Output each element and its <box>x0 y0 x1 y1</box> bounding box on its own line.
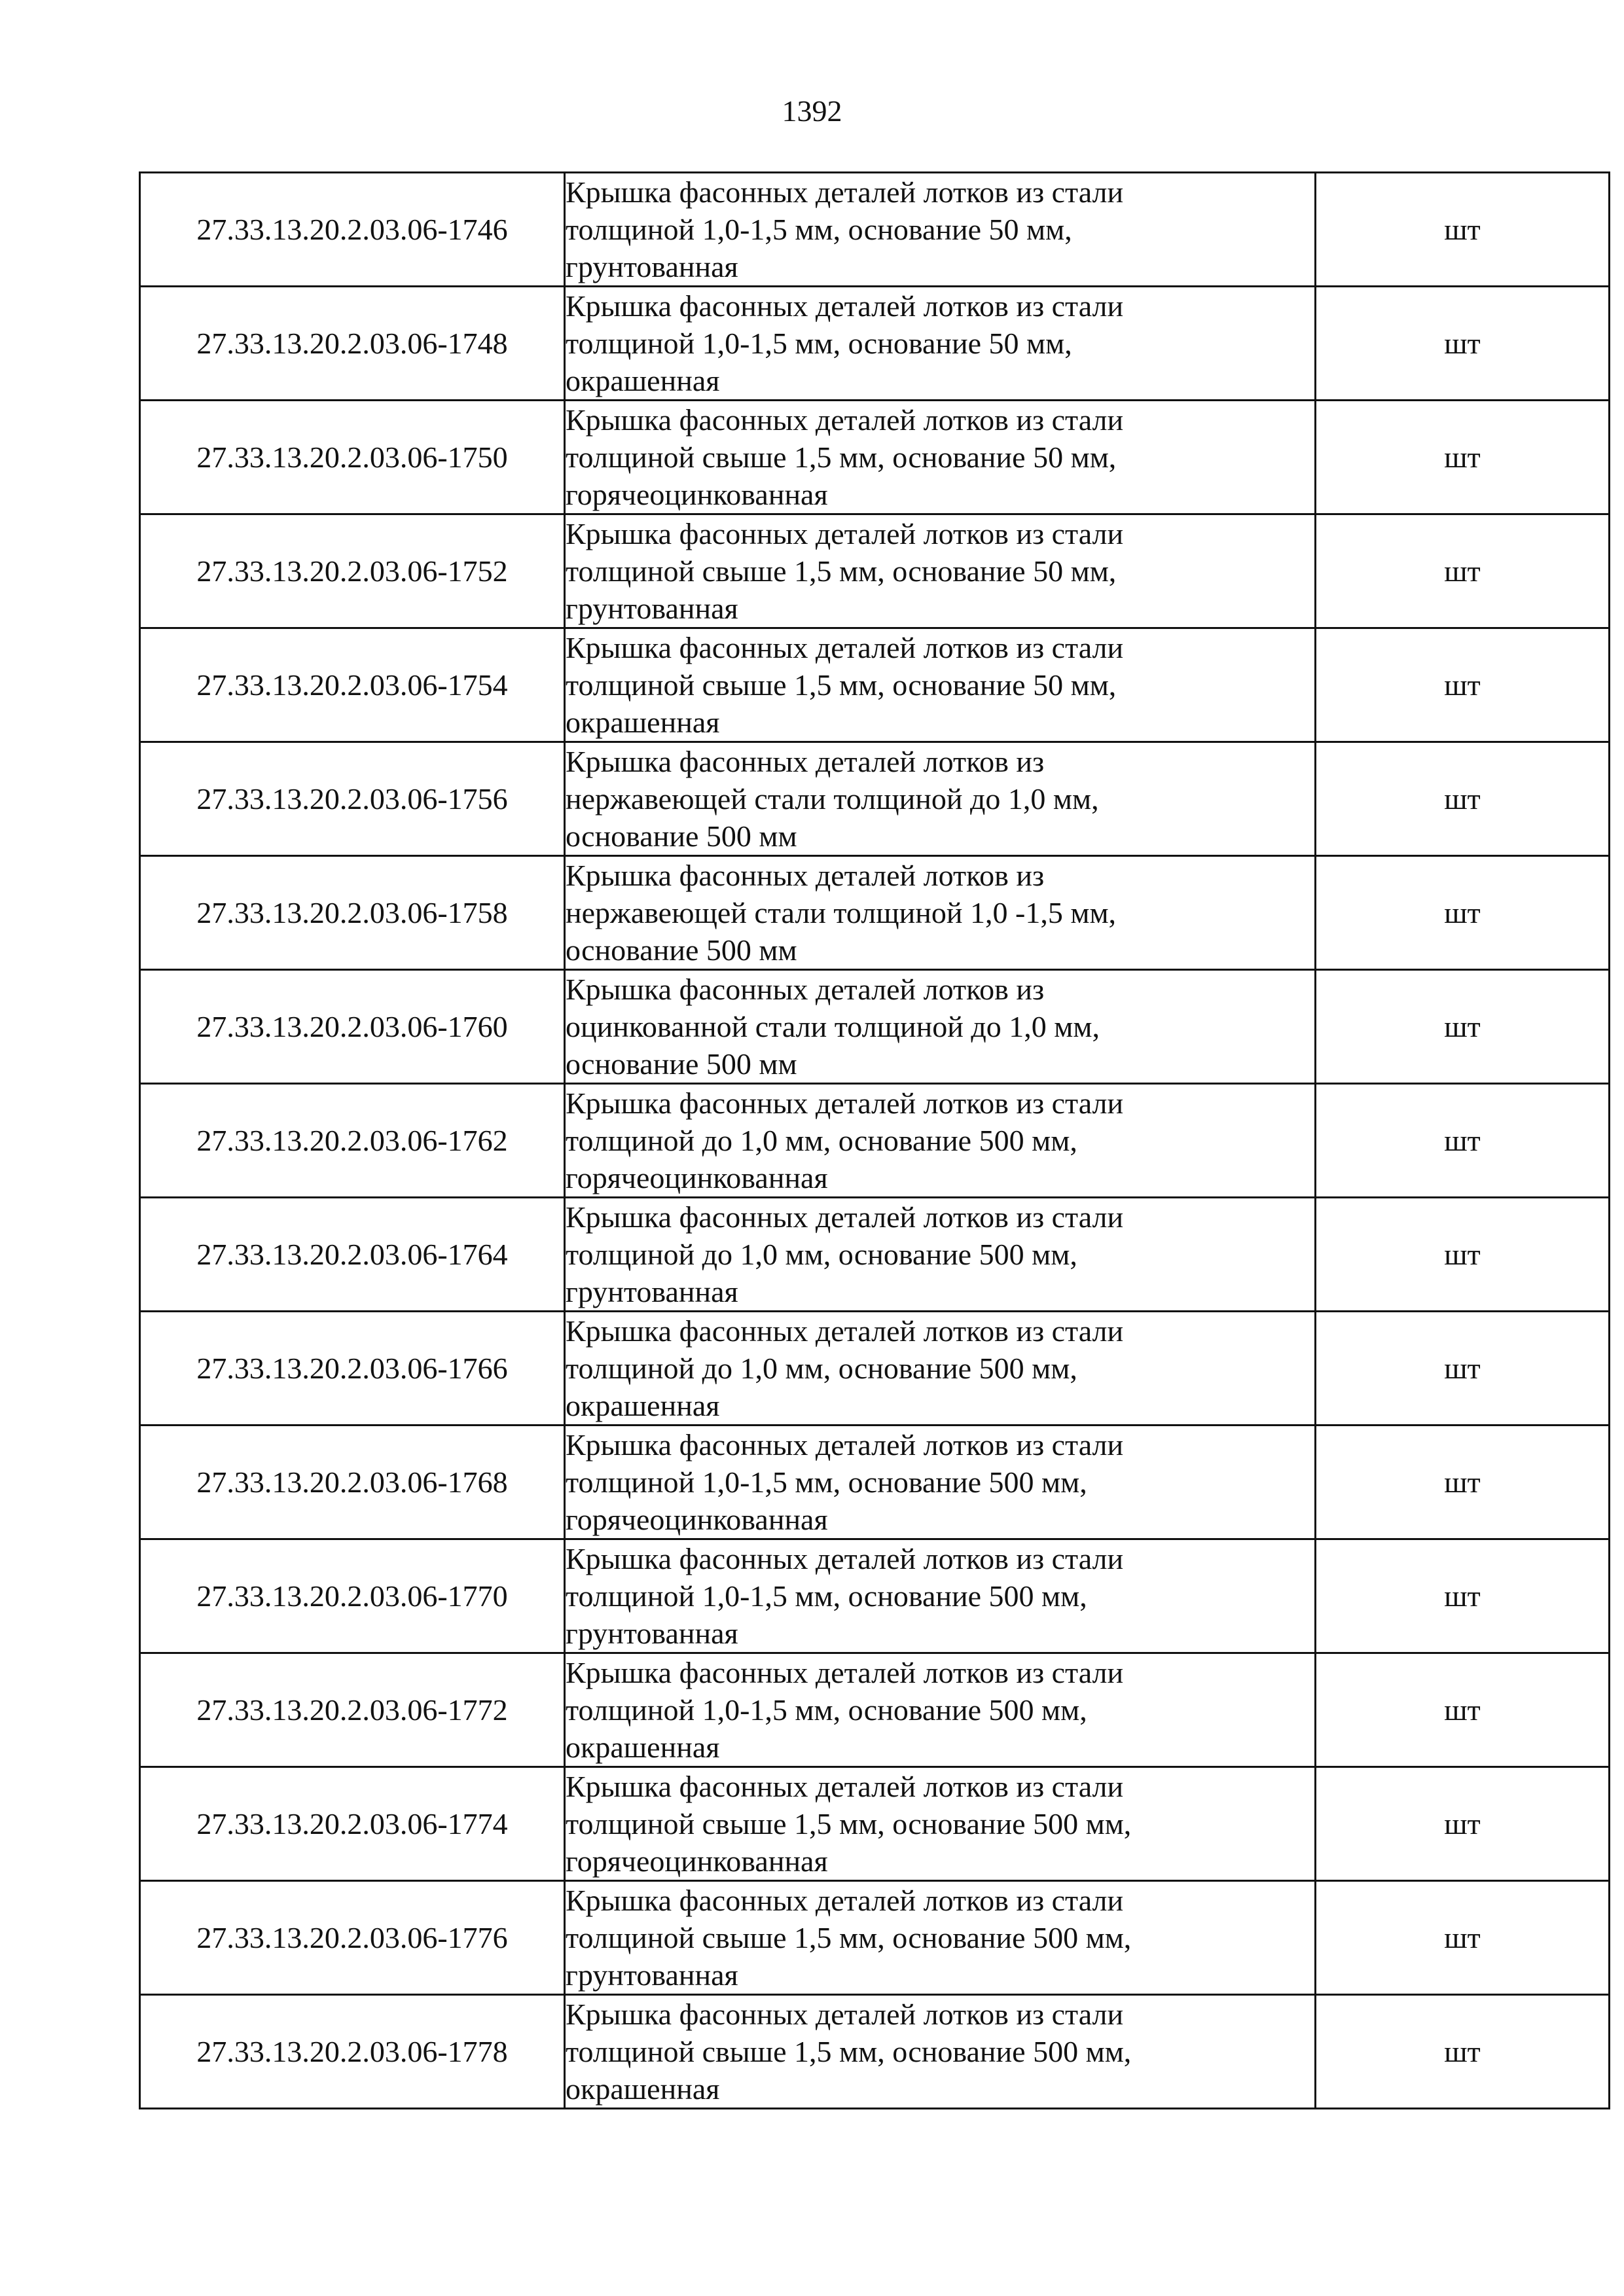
resource-description <box>565 856 1316 970</box>
table-row <box>140 742 1610 856</box>
resource-description <box>565 1426 1316 1539</box>
table-row <box>140 856 1610 970</box>
description-line: толщиной 1,0-1,5 мм, основание 500 мм, <box>566 1465 1087 1499</box>
unit-of-measure: шт <box>1316 1881 1610 1995</box>
resource-description <box>565 742 1316 856</box>
page-number: 1392 <box>782 94 842 128</box>
unit-of-measure: шт <box>1316 1653 1610 1767</box>
unit-of-measure: шт <box>1316 628 1610 742</box>
unit-of-measure: шт <box>1316 742 1610 856</box>
description-line: толщиной 1,0-1,5 мм, основание 50 мм, <box>566 327 1072 360</box>
description-line: горячеоцинкованная <box>566 478 828 511</box>
table-row <box>140 1084 1610 1198</box>
resource-code: 27.33.13.20.2.03.06-1764 <box>140 1198 565 1312</box>
unit-of-measure: шт <box>1316 514 1610 628</box>
description-line: горячеоцинкованная <box>566 1844 828 1878</box>
resource-code: 27.33.13.20.2.03.06-1750 <box>140 401 565 514</box>
description-line: грунтованная <box>566 1958 738 1992</box>
unit-of-measure: шт <box>1316 1198 1610 1312</box>
description-line: Крышка фасонных деталей лотков из стали <box>566 631 1124 664</box>
description-line: Крышка фасонных деталей лотков из стали <box>566 1428 1124 1462</box>
resource-description <box>565 1767 1316 1881</box>
unit-of-measure: шт <box>1316 173 1610 287</box>
description-line: толщиной до 1,0 мм, основание 500 мм, <box>566 1352 1077 1385</box>
description-line: толщиной до 1,0 мм, основание 500 мм, <box>566 1124 1077 1157</box>
unit-of-measure: шт <box>1316 1084 1610 1198</box>
table-row <box>140 628 1610 742</box>
table-row <box>140 401 1610 514</box>
description-line: Крышка фасонных деталей лотков из стали <box>566 1884 1124 1917</box>
resource-description <box>565 1653 1316 1767</box>
description-line: основание 500 мм <box>566 819 797 853</box>
resource-code: 27.33.13.20.2.03.06-1754 <box>140 628 565 742</box>
description-line: толщиной свыше 1,5 мм, основание 50 мм, <box>566 440 1117 474</box>
resource-description <box>565 1198 1316 1312</box>
resource-description <box>565 1881 1316 1995</box>
resource-description <box>565 1539 1316 1653</box>
description-line: горячеоцинкованная <box>566 1503 828 1536</box>
unit-of-measure: шт <box>1316 1539 1610 1653</box>
description-line: Крышка фасонных деталей лотков из <box>566 745 1045 778</box>
table-row <box>140 287 1610 401</box>
unit-of-measure: шт <box>1316 856 1610 970</box>
resource-code: 27.33.13.20.2.03.06-1772 <box>140 1653 565 1767</box>
description-line: толщиной 1,0-1,5 мм, основание 500 мм, <box>566 1579 1087 1613</box>
description-line: основание 500 мм <box>566 933 797 967</box>
resource-description <box>565 1084 1316 1198</box>
resource-code: 27.33.13.20.2.03.06-1774 <box>140 1767 565 1881</box>
table-row <box>140 1312 1610 1426</box>
description-line: Крышка фасонных деталей лотков из стали <box>566 1086 1124 1120</box>
unit-of-measure: шт <box>1316 1312 1610 1426</box>
resource-code: 27.33.13.20.2.03.06-1752 <box>140 514 565 628</box>
description-line: Крышка фасонных деталей лотков из <box>566 859 1045 892</box>
resource-code: 27.33.13.20.2.03.06-1770 <box>140 1539 565 1653</box>
resource-code: 27.33.13.20.2.03.06-1776 <box>140 1881 565 1995</box>
description-line: грунтованная <box>566 250 738 283</box>
resource-code: 27.33.13.20.2.03.06-1778 <box>140 1995 565 2109</box>
unit-of-measure: шт <box>1316 401 1610 514</box>
unit-of-measure: шт <box>1316 287 1610 401</box>
resource-table-body <box>140 173 1610 2109</box>
description-line: Крышка фасонных деталей лотков из стали <box>566 1542 1124 1575</box>
resource-code: 27.33.13.20.2.03.06-1760 <box>140 970 565 1084</box>
resource-description <box>565 401 1316 514</box>
description-line: Крышка фасонных деталей лотков из стали <box>566 1656 1124 1689</box>
description-line: толщиной свыше 1,5 мм, основание 500 мм, <box>566 1807 1132 1840</box>
description-line: толщиной свыше 1,5 мм, основание 50 мм, <box>566 554 1117 588</box>
resource-code: 27.33.13.20.2.03.06-1766 <box>140 1312 565 1426</box>
description-line: Крышка фасонных деталей лотков из стали <box>566 289 1124 323</box>
resource-code: 27.33.13.20.2.03.06-1768 <box>140 1426 565 1539</box>
table-row <box>140 1995 1610 2109</box>
resource-code: 27.33.13.20.2.03.06-1746 <box>140 173 565 287</box>
description-line: толщиной 1,0-1,5 мм, основание 50 мм, <box>566 213 1072 246</box>
description-line: Крышка фасонных деталей лотков из стали <box>566 175 1124 209</box>
description-line: Крышка фасонных деталей лотков из стали <box>566 517 1124 550</box>
description-line: толщиной свыше 1,5 мм, основание 50 мм, <box>566 668 1117 702</box>
table-row <box>140 1539 1610 1653</box>
resource-code: 27.33.13.20.2.03.06-1748 <box>140 287 565 401</box>
description-line: оцинкованной стали толщиной до 1,0 мм, <box>566 1010 1100 1043</box>
table-row <box>140 1767 1610 1881</box>
table-row <box>140 514 1610 628</box>
description-line: толщиной до 1,0 мм, основание 500 мм, <box>566 1238 1077 1271</box>
description-line: окрашенная <box>566 2072 720 2106</box>
unit-of-measure: шт <box>1316 1995 1610 2109</box>
description-line: грунтованная <box>566 1617 738 1650</box>
unit-of-measure: шт <box>1316 1426 1610 1539</box>
description-line: грунтованная <box>566 592 738 625</box>
description-line: окрашенная <box>566 706 720 739</box>
description-line: окрашенная <box>566 1731 720 1764</box>
description-line: Крышка фасонных деталей лотков из стали <box>566 1770 1124 1803</box>
resource-description <box>565 628 1316 742</box>
description-line: Крышка фасонных деталей лотков из стали <box>566 403 1124 437</box>
table-row <box>140 1426 1610 1539</box>
resource-code: 27.33.13.20.2.03.06-1756 <box>140 742 565 856</box>
unit-of-measure: шт <box>1316 970 1610 1084</box>
description-line: толщиной 1,0-1,5 мм, основание 500 мм, <box>566 1693 1087 1727</box>
resource-description <box>565 970 1316 1084</box>
resource-table <box>139 171 1610 2109</box>
table-row <box>140 970 1610 1084</box>
resource-code: 27.33.13.20.2.03.06-1758 <box>140 856 565 970</box>
resource-description <box>565 1995 1316 2109</box>
description-line: нержавеющей стали толщиной до 1,0 мм, <box>566 782 1099 816</box>
resource-description <box>565 1312 1316 1426</box>
unit-of-measure: шт <box>1316 1767 1610 1881</box>
table-row <box>140 1881 1610 1995</box>
description-line: основание 500 мм <box>566 1047 797 1081</box>
table-row <box>140 173 1610 287</box>
table-row <box>140 1198 1610 1312</box>
resource-description <box>565 514 1316 628</box>
description-line: окрашенная <box>566 1389 720 1422</box>
description-line: толщиной свыше 1,5 мм, основание 500 мм, <box>566 1921 1132 1954</box>
resource-code: 27.33.13.20.2.03.06-1762 <box>140 1084 565 1198</box>
resource-description <box>565 287 1316 401</box>
table-row <box>140 1653 1610 1767</box>
description-line: горячеоцинкованная <box>566 1161 828 1194</box>
description-line: толщиной свыше 1,5 мм, основание 500 мм, <box>566 2035 1132 2068</box>
description-line: грунтованная <box>566 1275 738 1308</box>
description-line: Крышка фасонных деталей лотков из стали <box>566 1314 1124 1348</box>
description-line: окрашенная <box>566 364 720 397</box>
description-line: Крышка фасонных деталей лотков из стали <box>566 1998 1124 2031</box>
description-line: Крышка фасонных деталей лотков из <box>566 973 1045 1006</box>
description-line: нержавеющей стали толщиной 1,0 -1,5 мм, <box>566 896 1117 929</box>
resource-description <box>565 173 1316 287</box>
description-line: Крышка фасонных деталей лотков из стали <box>566 1200 1124 1234</box>
